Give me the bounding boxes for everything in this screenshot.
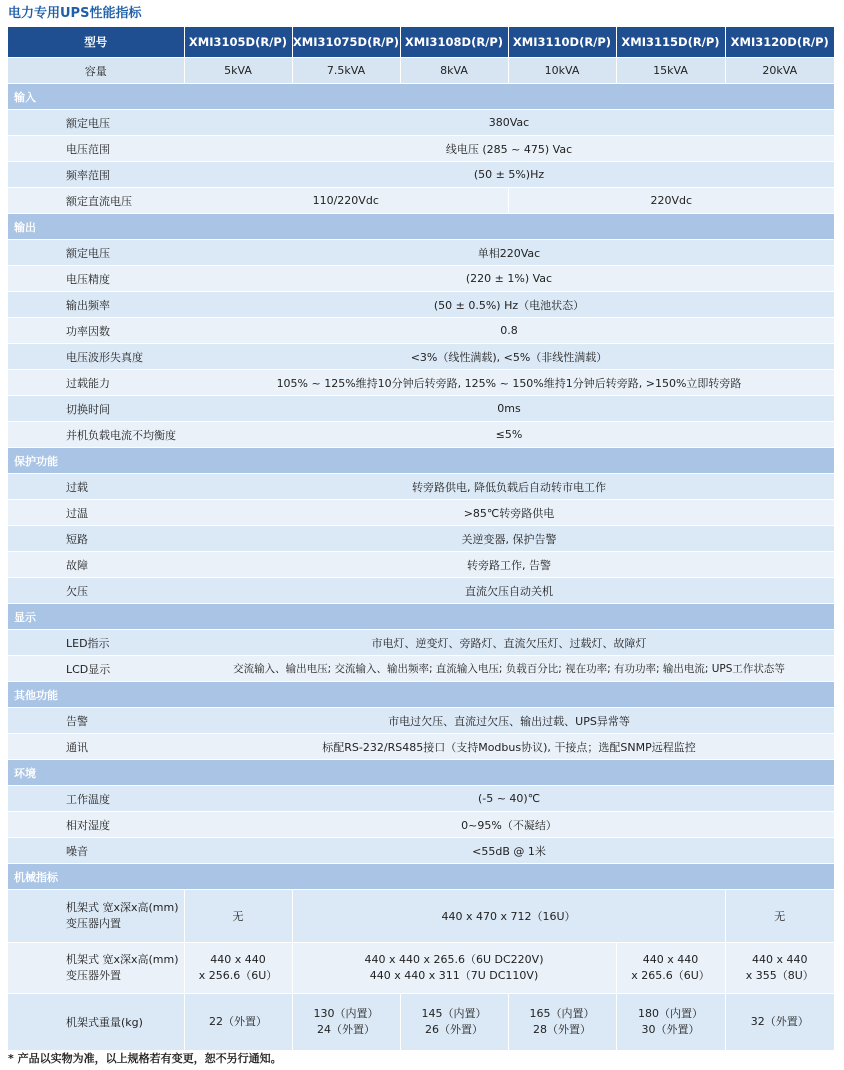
- row-value: 32（外置）: [725, 994, 834, 1051]
- capacity-value: 7.5kVA: [292, 58, 400, 84]
- capacity-value: 5kVA: [184, 58, 292, 84]
- table-row: [8, 838, 834, 864]
- row-value: 交流输入、输出电压; 交流输入、输出频率; 直流输入电压; 负载百分比; 视在功率; 有功功率; 输出电流; UPS工作状态等: [184, 656, 834, 682]
- row-value: 440 x 440 x 256.6（6U）: [184, 943, 292, 994]
- row-value: 无: [725, 890, 834, 943]
- header-row: [8, 27, 834, 58]
- row-label: 切换时间: [8, 396, 184, 422]
- section-header-input: 输入: [8, 84, 834, 110]
- row-label: 额定电压: [8, 110, 184, 136]
- table-row: [8, 630, 834, 656]
- row-value: 165（内置） 28（外置）: [508, 994, 616, 1051]
- row-label: 机架式 宽x深x高(mm) 变压器内置: [8, 890, 184, 943]
- table-row: [8, 474, 834, 500]
- table-row: [8, 370, 834, 396]
- row-value: 市电灯、逆变灯、旁路灯、直流欠压灯、过载灯、故障灯: [184, 630, 834, 656]
- table-row: [8, 240, 834, 266]
- row-label: 相对湿度: [8, 812, 184, 838]
- capacity-row: [8, 58, 834, 84]
- model-name: XMI3110D(R/P): [508, 27, 616, 58]
- row-value: 440 x 440 x 265.6（6U DC220V) 440 x 440 x 311（7U DC110V): [292, 943, 616, 994]
- row-label: 频率范围: [8, 162, 184, 188]
- table-row: [8, 943, 834, 994]
- table-row: [8, 422, 834, 448]
- table-row: [8, 162, 834, 188]
- row-label: 电压范围: [8, 136, 184, 162]
- row-value: <3%（线性满载), <5%（非线性满载）: [184, 344, 834, 370]
- row-label: 输出频率: [8, 292, 184, 318]
- capacity-value: 8kVA: [400, 58, 508, 84]
- row-label: LED指示: [8, 630, 184, 656]
- row-value: 145（内置） 26（外置）: [400, 994, 508, 1051]
- row-value: 22（外置）: [184, 994, 292, 1051]
- row-value: 无: [184, 890, 292, 943]
- row-value: 440 x 440 x 355（8U）: [725, 943, 834, 994]
- table-row: [8, 136, 834, 162]
- section-header-protection: 保护功能: [8, 448, 834, 474]
- model-name: XMI3115D(R/P): [616, 27, 725, 58]
- row-value: 转旁路供电, 降低负载后自动转市电工作: [184, 474, 834, 500]
- table-row: [8, 188, 834, 214]
- row-value: 标配RS-232/RS485接口（支持Modbus协议), 干接点；选配SNMP远程监控: [184, 734, 834, 760]
- row-value: 0.8: [184, 318, 834, 344]
- capacity-value: 10kVA: [508, 58, 616, 84]
- section-header-display: 显示: [8, 604, 834, 630]
- table-row: [8, 890, 834, 943]
- capacity-label: 容量: [8, 58, 184, 84]
- row-value: 220Vdc: [508, 188, 834, 214]
- row-label: 机架式 宽x深x高(mm) 变压器外置: [8, 943, 184, 994]
- row-value: 440 x 440 x 265.6（6U）: [616, 943, 725, 994]
- row-label: 过温: [8, 500, 184, 526]
- row-label: 额定直流电压: [8, 188, 184, 214]
- capacity-value: 15kVA: [616, 58, 725, 84]
- row-value: 0ms: [184, 396, 834, 422]
- row-value: ≤5%: [184, 422, 834, 448]
- row-label: 电压精度: [8, 266, 184, 292]
- row-value: 转旁路工作, 告警: [184, 552, 834, 578]
- table-row: [8, 656, 834, 682]
- model-name: XMI31075D(R/P): [292, 27, 400, 58]
- capacity-value: 20kVA: [725, 58, 834, 84]
- table-row: [8, 812, 834, 838]
- model-name: XMI3105D(R/P): [184, 27, 292, 58]
- table-row: [8, 708, 834, 734]
- row-value: 105% ~ 125%维持10分钟后转旁路, 125% ~ 150%维持1分钟后转旁路, >150%立即转旁路: [184, 370, 834, 396]
- spec-table: [8, 27, 834, 1051]
- table-row: [8, 552, 834, 578]
- row-label: 通讯: [8, 734, 184, 760]
- table-row: [8, 292, 834, 318]
- section-header-mechanical: 机械指标: [8, 864, 834, 890]
- row-label: 电压波形失真度: [8, 344, 184, 370]
- row-value: (-5 ~ 40)℃: [184, 786, 834, 812]
- table-row: [8, 786, 834, 812]
- row-value: 关逆变器, 保护告警: [184, 526, 834, 552]
- row-value: 130（内置） 24（外置）: [292, 994, 400, 1051]
- section-header-environment: 环境: [8, 760, 834, 786]
- row-label: LCD显示: [8, 656, 184, 682]
- table-row: [8, 734, 834, 760]
- row-value: 180（内置） 30（外置）: [616, 994, 725, 1051]
- row-label: 额定电压: [8, 240, 184, 266]
- row-label: 功率因数: [8, 318, 184, 344]
- row-label: 并机负载电流不均衡度: [8, 422, 184, 448]
- row-value: (50 ± 0.5%) Hz（电池状态）: [184, 292, 834, 318]
- table-row: [8, 110, 834, 136]
- row-label: 机架式重量(kg): [8, 994, 184, 1051]
- row-label: 过载: [8, 474, 184, 500]
- table-row: [8, 344, 834, 370]
- model-name: XMI3108D(R/P): [400, 27, 508, 58]
- row-label: 故障: [8, 552, 184, 578]
- row-value: (220 ± 1%) Vac: [184, 266, 834, 292]
- row-value: 380Vac: [184, 110, 834, 136]
- row-value: 110/220Vdc: [184, 188, 508, 214]
- row-value: 单相220Vac: [184, 240, 834, 266]
- row-label: 工作温度: [8, 786, 184, 812]
- table-row: [8, 396, 834, 422]
- model-label: 型号: [8, 27, 184, 58]
- row-label: 欠压: [8, 578, 184, 604]
- row-label: 过载能力: [8, 370, 184, 396]
- row-value: 线电压 (285 ~ 475) Vac: [184, 136, 834, 162]
- row-value: 直流欠压自动关机: [184, 578, 834, 604]
- table-row: [8, 318, 834, 344]
- row-value: 0~95%（不凝结）: [184, 812, 834, 838]
- model-name: XMI3120D(R/P): [725, 27, 834, 58]
- row-label: 短路: [8, 526, 184, 552]
- table-row: [8, 266, 834, 292]
- page-title: 电力专用UPS性能指标: [8, 6, 142, 21]
- row-value: <55dB @ 1米: [184, 838, 834, 864]
- table-row: [8, 994, 834, 1051]
- row-label: 告警: [8, 708, 184, 734]
- table-row: [8, 578, 834, 604]
- row-value: >85℃转旁路供电: [184, 500, 834, 526]
- row-label: 噪音: [8, 838, 184, 864]
- table-row: [8, 526, 834, 552]
- row-value: 440 x 470 x 712（16U）: [292, 890, 725, 943]
- section-header-output: 输出: [8, 214, 834, 240]
- footnote: * 产品以实物为准，以上规格若有变更，恕不另行通知。: [8, 1052, 282, 1065]
- row-value: 市电过欠压、直流过欠压、输出过载、UPS异常等: [184, 708, 834, 734]
- table-row: [8, 500, 834, 526]
- section-header-other: 其他功能: [8, 682, 834, 708]
- row-value: (50 ± 5%)Hz: [184, 162, 834, 188]
